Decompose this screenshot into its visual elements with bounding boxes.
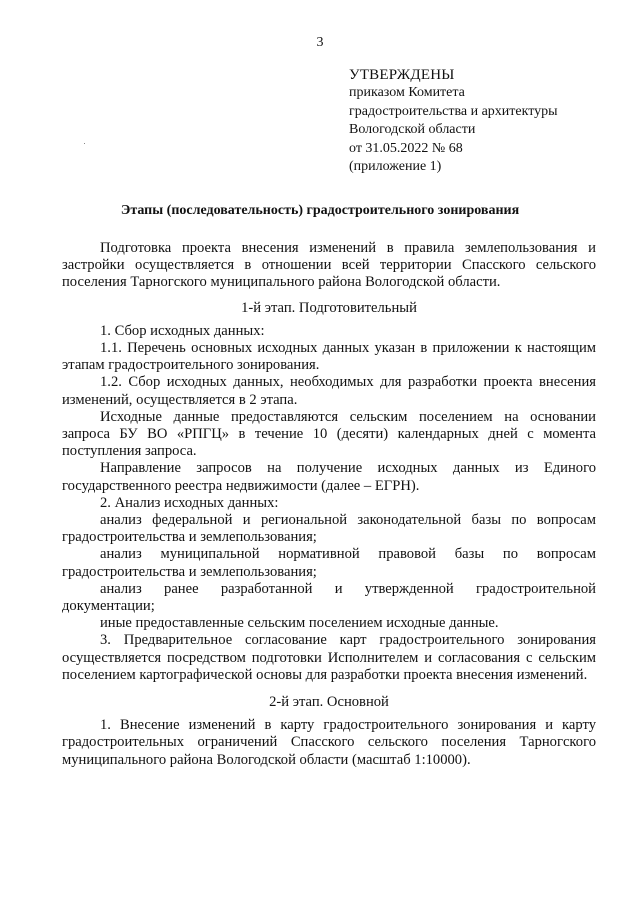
stage-1-paragraph: иные предоставленные сельским поселением исходные данные. [100, 615, 499, 632]
stage-1-heading: 1-й этап. Подготовительный [241, 299, 417, 316]
approval-line-committee: градостроительства и архитектуры [349, 103, 558, 119]
stage-1-paragraph: 3. Предварительное согласование карт градостроительного зонирования осуществляется посредством подготовки Исполнителем и согласования с сельским поселением картографической основы для разработки проекта внесения изменений. [62, 632, 596, 683]
stage-1-paragraph: 1.1. Перечень основных исходных данных указан в приложении к настоящим этапам градостроительного зонирования. [62, 340, 596, 374]
stage-1-paragraph: 2. Анализ исходных данных: [100, 494, 279, 511]
stage-1-paragraph: анализ федеральной и региональной законодательной базы по вопросам градостроительства и землепользования; [62, 512, 596, 546]
stage-2-paragraph: 1. Внесение изменений в карту градостроительного зонирования и карту градостроительных ограничений Спасского сельского поселения Тарногского муниципального района Вологодской области (масштаб 1:10000). [62, 717, 596, 768]
stage-1-paragraph: анализ муниципальной нормативной правовой базы по вопросам градостроительства и землепользования; [62, 546, 596, 580]
stage-2-heading: 2-й этап. Основной [269, 694, 389, 711]
page-number: 3 [316, 35, 324, 50]
approval-stamp [349, 66, 558, 176]
document-title: Этапы (последовательность) градостроительного зонирования [120, 203, 520, 218]
approval-heading: УТВЕРЖДЕНЫ [349, 67, 455, 83]
stage-1-paragraph: анализ ранее разработанной и утвержденной градостроительной документации; [62, 580, 596, 615]
approval-line-appendix: (приложение 1) [349, 159, 442, 175]
approval-line-date: от 31.05.2022 № 68 [349, 140, 463, 156]
stage-1-paragraph: Исходные данные предоставляются сельским поселением на основании запроса БУ ВО «РПГЦ» в течение 10 (десяти) календарных дней с момента поступления запроса. [62, 408, 596, 460]
approval-line-region: Вологодской области [349, 122, 476, 138]
stage-1-paragraph: 1. Сбор исходных данных: [100, 322, 265, 339]
stage-1-paragraph: Направление запросов на получение исходных данных из Единого государственного реестра недвижимости (далее – ЕГРН). [62, 460, 596, 494]
document-body [62, 240, 596, 769]
intro-paragraph: Подготовка проекта внесения изменений в правила землепользования и застройки осуществляется в отношении всей территории Спасского сельского поселения Тарногского муниципального района Вологодской области. [62, 240, 596, 291]
approval-line-order: приказом Комитета [349, 85, 465, 101]
stage-1-paragraph: 1.2. Сбор исходных данных, необходимых для разработки проекта внесения изменений, осуществляется в 2 этапа. [62, 374, 596, 408]
margin-dot [84, 143, 85, 144]
